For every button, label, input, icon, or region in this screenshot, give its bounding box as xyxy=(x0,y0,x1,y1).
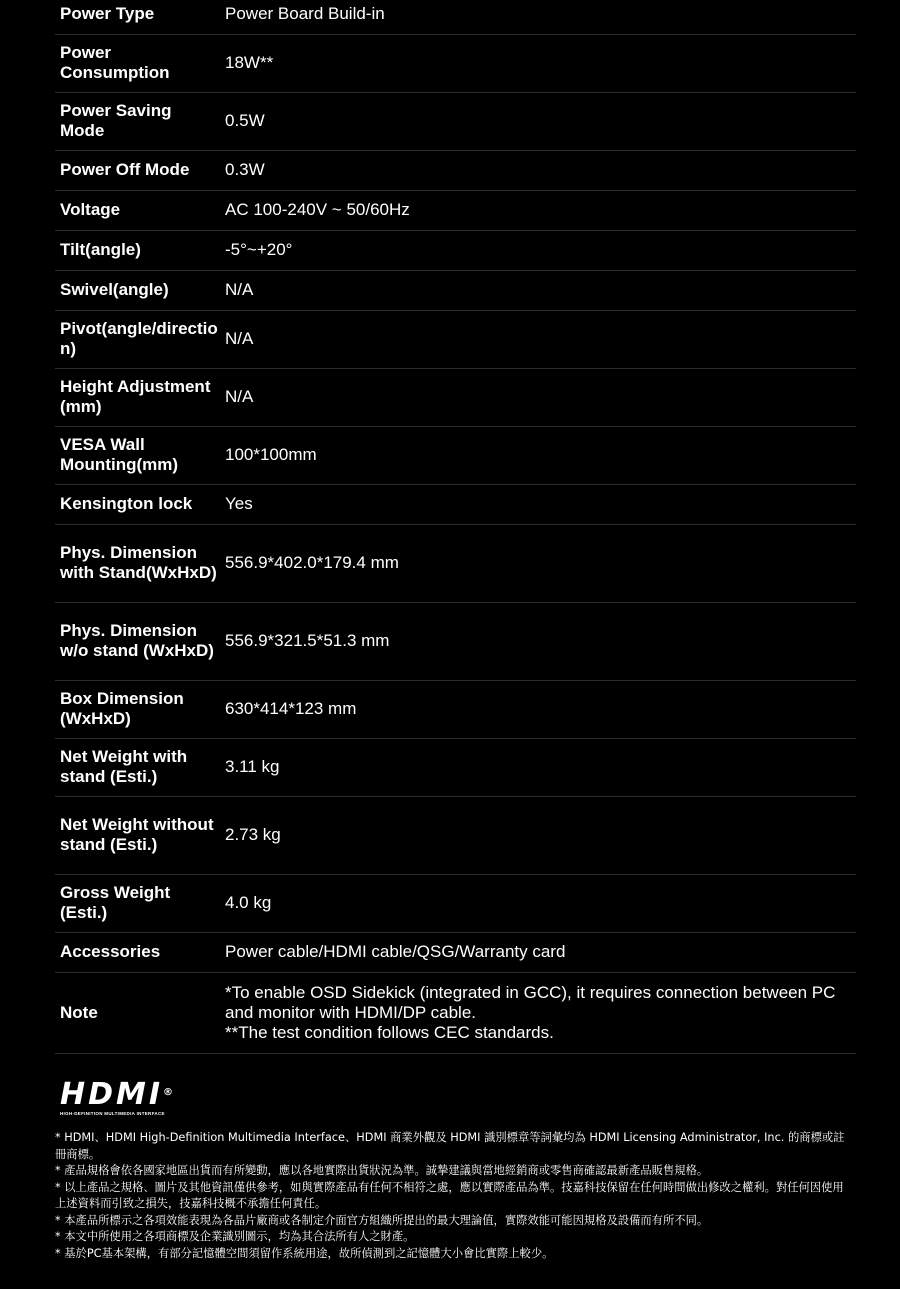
spec-row xyxy=(55,230,856,270)
spec-value: 4.0 kg xyxy=(220,874,856,932)
spec-row xyxy=(55,0,856,34)
spec-label: Gross Weight (Esti.) xyxy=(55,874,220,932)
spec-row xyxy=(55,190,856,230)
spec-row xyxy=(55,368,856,426)
spec-value: 630*414*123 mm xyxy=(220,680,856,738)
spec-value: -5°~+20° xyxy=(220,230,856,270)
spec-label: Power Saving Mode xyxy=(55,92,220,150)
spec-value: 556.9*402.0*179.4 mm xyxy=(220,524,856,602)
spec-row xyxy=(55,796,856,874)
hdmi-logo xyxy=(60,1077,190,1116)
spec-label: Note xyxy=(55,972,220,1053)
spec-label: Net Weight with stand (Esti.) xyxy=(55,738,220,796)
disclaimer-item: * 以上產品之規格、圖片及其他資訊僅供參考，如與實際產品有任何不相符之處，應以實際產品為準。技嘉科技保留在任何時間做出修改之權利。對任何因使用上述資料而引致之損失，技嘉科技概不承擔任何責任。 xyxy=(55,1180,844,1210)
spec-value: AC 100-240V ~ 50/60Hz xyxy=(220,190,856,230)
spec-row xyxy=(55,150,856,190)
spec-row xyxy=(55,932,856,972)
note-line: **The test condition follows CEC standards. xyxy=(225,1022,554,1042)
spec-label: Power Off Mode xyxy=(55,150,220,190)
disclaimer-item: * HDMI、HDMI High-Definition Multimedia Interface、HDMI 商業外觀及 HDMI 識別標章等詞彙均為 HDMI Licensing Administrator, Inc. 的商標或註冊商標。 xyxy=(55,1131,845,1161)
spec-label: Kensington lock xyxy=(55,484,220,524)
spec-label: Phys. Dimension with Stand(WxHxD) xyxy=(55,524,220,602)
spec-value: Power Board Build-in xyxy=(220,0,856,34)
spec-label: Voltage xyxy=(55,190,220,230)
spec-label: Pivot(angle/direction) xyxy=(55,310,220,368)
spec-label: Swivel(angle) xyxy=(55,270,220,310)
spec-label: Power Type xyxy=(55,0,220,34)
disclaimer-notes xyxy=(55,1130,855,1262)
spec-value: 556.9*321.5*51.3 mm xyxy=(220,602,856,680)
spec-value: Yes xyxy=(220,484,856,524)
spec-value: N/A xyxy=(220,368,856,426)
spec-value xyxy=(220,972,856,1053)
registered-mark: ® xyxy=(163,1087,177,1098)
hdmi-logo-word: HDMI xyxy=(60,1077,164,1112)
spec-label: Accessories xyxy=(55,932,220,972)
spec-label: VESA Wall Mounting(mm) xyxy=(55,426,220,484)
spec-value: 3.11 kg xyxy=(220,738,856,796)
disclaimer-item: * 產品規格會依各國家地區出貨而有所變動，應以各地實際出貨狀況為準。誠摯建議與當地經銷商或零售商確認最新產品販售規格。 xyxy=(55,1164,709,1177)
spec-value: Power cable/HDMI cable/QSG/Warranty card xyxy=(220,932,856,972)
spec-row xyxy=(55,426,856,484)
spec-label: Box Dimension (WxHxD) xyxy=(55,680,220,738)
spec-label: Height Adjustment (mm) xyxy=(55,368,220,426)
spec-row xyxy=(55,738,856,796)
spec-row xyxy=(55,524,856,602)
spec-row xyxy=(55,310,856,368)
spec-row xyxy=(55,484,856,524)
disclaimer-item: * 本文中所使用之各項商標及企業識別圖示，均為其合法所有人之財產。 xyxy=(55,1230,415,1243)
spec-value: 100*100mm xyxy=(220,426,856,484)
spec-label: Power Consumption xyxy=(55,34,220,92)
spec-row xyxy=(55,972,856,1053)
spec-row xyxy=(55,602,856,680)
spec-row xyxy=(55,874,856,932)
spec-value: 0.5W xyxy=(220,92,856,150)
spec-row xyxy=(55,92,856,150)
spec-value: 18W** xyxy=(220,34,856,92)
spec-value: 0.3W xyxy=(220,150,856,190)
disclaimer-item: * 基於PC基本架構，有部分記憶體空間須留作系統用途，故所偵測到之記憶體大小會比實際上較少。 xyxy=(55,1246,554,1260)
hdmi-logo-tagline: HIGH-DEFINITION MULTIMEDIA INTERFACE xyxy=(60,1111,165,1116)
note-line: *To enable OSD Sidekick (integrated in GCC), it requires connection between PC and monitor with HDMI/DP cable. xyxy=(225,982,836,1022)
spec-value: 2.73 kg xyxy=(220,796,856,874)
spec-row xyxy=(55,270,856,310)
spec-row xyxy=(55,34,856,92)
spec-row xyxy=(55,680,856,738)
spec-table xyxy=(55,0,856,1054)
spec-label: Phys. Dimension w/o stand (WxHxD) xyxy=(55,602,220,680)
disclaimer-item: * 本產品所標示之各項效能表現為各晶片廠商或各制定介面官方組織所提出的最大理論值，實際效能可能因規格及設備而有所不同。 xyxy=(55,1213,709,1227)
spec-value: N/A xyxy=(220,270,856,310)
spec-value: N/A xyxy=(220,310,856,368)
spec-label: Net Weight without stand (Esti.) xyxy=(55,796,220,874)
spec-label: Tilt(angle) xyxy=(55,230,220,270)
